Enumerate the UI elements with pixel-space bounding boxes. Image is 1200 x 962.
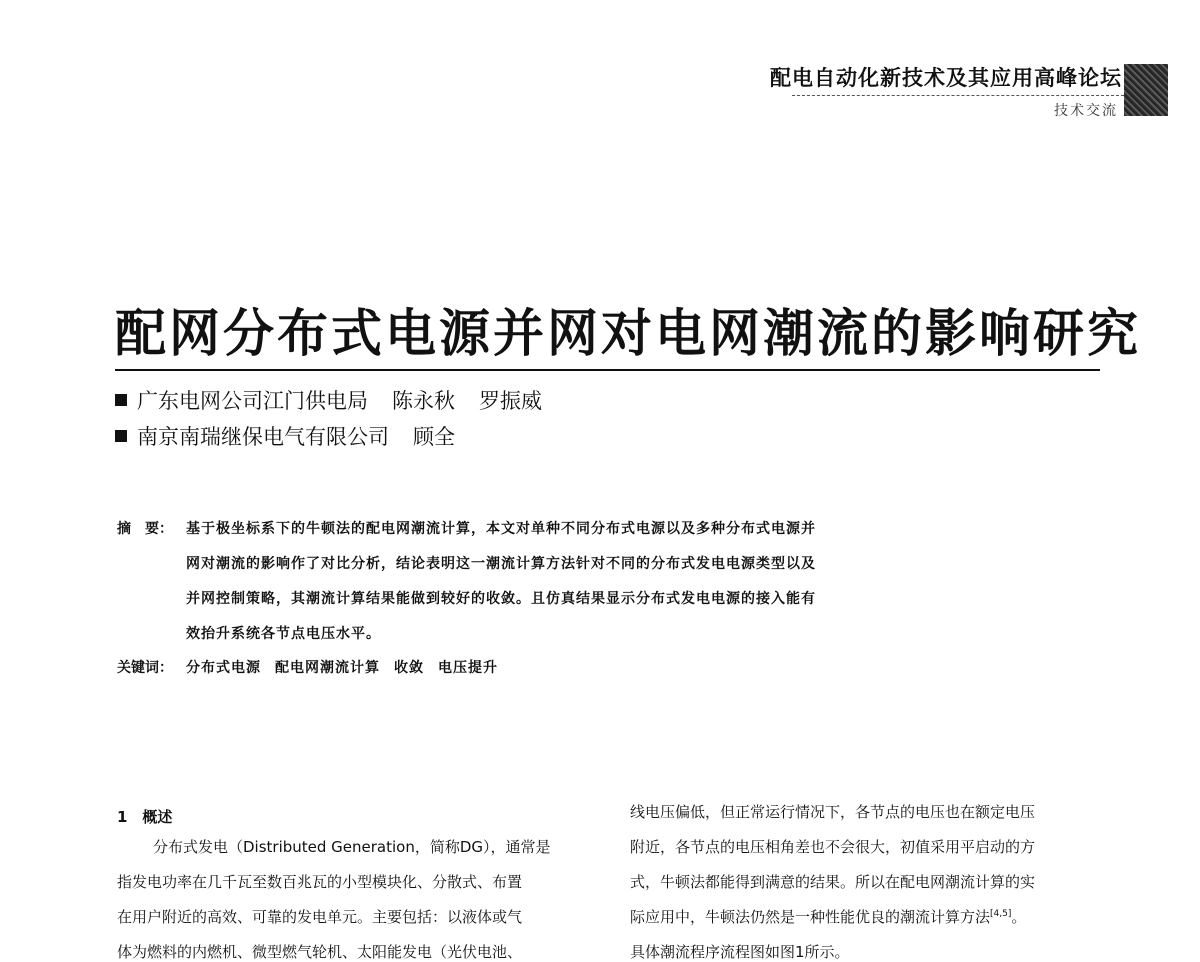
- abstract-line: 效抬升系统各节点电压水平。: [186, 626, 381, 642]
- abstract-line: 并网控制策略，其潮流计算结果能做到较好的收敛。且仿真结果显示分布式发电电源的接入能有: [186, 591, 816, 607]
- body-text-line: 体为燃料的内燃机、微型燃气轮机、太阳能发电（光伏电池、: [117, 943, 523, 961]
- keyword: 分布式电源: [186, 660, 261, 676]
- running-header-title: 配电自动化新技术及其应用高峰论坛: [770, 65, 1122, 90]
- punctuation: 。: [1011, 908, 1027, 926]
- keyword: 配电网潮流计算: [275, 660, 380, 676]
- affiliation-line: [115, 385, 542, 415]
- affiliation-line: [115, 421, 455, 451]
- body-text-line: 线电压偏低，但正常运行情况下，各节点的电压也在额定电压: [630, 803, 1036, 821]
- keywords-list: [186, 657, 512, 677]
- body-text-line: 具体潮流程序流程图如图1所示。: [630, 943, 850, 961]
- title-divider: [115, 369, 1100, 371]
- header-divider: [792, 95, 1124, 96]
- citation: [4,5]: [990, 909, 1012, 919]
- keywords-label: 关键词：: [117, 660, 173, 676]
- body-text-line: [630, 906, 1026, 927]
- section-heading: 1 概述: [117, 808, 173, 826]
- square-bullet-icon: [115, 430, 127, 442]
- square-bullet-icon: [115, 394, 127, 406]
- running-header-subtitle: 技术交流: [1054, 103, 1118, 119]
- abstract-label: 摘 要：: [117, 521, 173, 537]
- keyword: 电压提升: [438, 660, 498, 676]
- paper-title: 配网分布式电源并网对电网潮流的影响研究: [115, 304, 1142, 364]
- keyword: 收敛: [394, 660, 424, 676]
- body-text-line: 在用户附近的高效、可靠的发电单元。主要包括：以液体或气: [117, 908, 523, 926]
- affiliation-org: 广东电网公司江门供电局: [137, 389, 368, 413]
- author-name: 陈永秋: [392, 389, 455, 413]
- header-texture-block: [1124, 64, 1168, 116]
- body-text-fragment: 际应用中，牛顿法仍然是一种性能优良的潮流计算方法: [630, 908, 991, 926]
- abstract-line: 基于极坐标系下的牛顿法的配电网潮流计算，本文对单种不同分布式电源以及多种分布式电源并: [186, 521, 816, 537]
- body-text-line: 分布式发电（Distributed Generation，简称DG），通常是: [153, 838, 551, 856]
- author-name: 罗振威: [479, 389, 542, 413]
- body-text-line: 指发电功率在几千瓦至数百兆瓦的小型模块化、分散式、布置: [117, 873, 523, 891]
- affiliation-org: 南京南瑞继保电气有限公司: [137, 425, 389, 449]
- abstract-line: 网对潮流的影响作了对比分析，结论表明这一潮流计算方法针对不同的分布式发电电源类型以及: [186, 556, 816, 572]
- author-name: 顾全: [413, 425, 455, 449]
- body-text-line: 式，牛顿法都能得到满意的结果。所以在配电网潮流计算的实: [630, 873, 1036, 891]
- body-text-line: 附近，各节点的电压相角差也不会很大，初值采用平启动的方: [630, 838, 1036, 856]
